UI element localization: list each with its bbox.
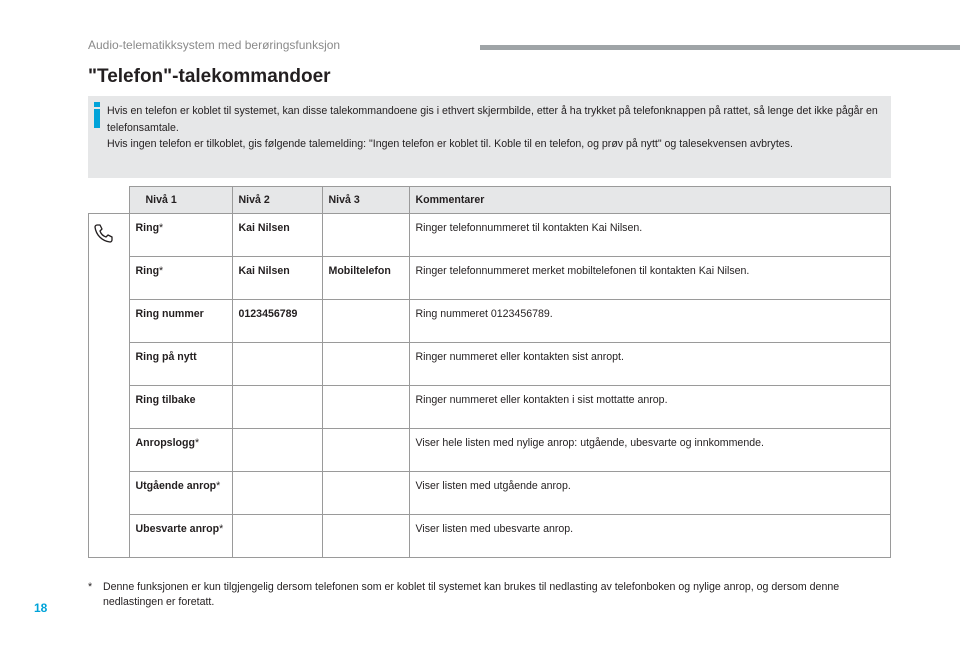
- section-header-text: Audio-telematikksystem med berøringsfunksjon: [88, 38, 341, 52]
- table-header-level-1: Nivå 1: [129, 187, 232, 214]
- level-1-cell: Utgående anrop*: [129, 472, 232, 515]
- level-3-cell: [322, 429, 409, 472]
- comment-cell: Ringer nummeret eller kontakten i sist mottatte anrop.: [409, 386, 891, 429]
- table-header-level-3: Nivå 3: [322, 187, 409, 214]
- table-row: [89, 300, 891, 343]
- level-2-cell: [232, 515, 322, 558]
- table-header-row: [89, 187, 891, 214]
- table-row: [89, 257, 891, 300]
- info-icon: [93, 102, 102, 128]
- footnote-marker: *: [88, 581, 93, 593]
- level-3-cell: [322, 343, 409, 386]
- comment-cell: Viser listen med utgående anrop.: [409, 472, 891, 515]
- table-row: [89, 472, 891, 515]
- level-1-cell: Ubesvarte anrop*: [129, 515, 232, 558]
- comment-cell: Ringer nummeret eller kontakten sist anropt.: [409, 343, 891, 386]
- footnote: [88, 580, 888, 610]
- table-header-comments: Kommentarer: [409, 187, 891, 214]
- table-header-level-2: Nivå 2: [232, 187, 322, 214]
- level-3-cell: Mobiltelefon: [322, 257, 409, 300]
- level-3-cell: [322, 472, 409, 515]
- level-3-cell: [322, 300, 409, 343]
- table-row: [89, 515, 891, 558]
- level-2-cell: Kai Nilsen: [232, 214, 322, 257]
- info-line-1: Hvis en telefon er koblet til systemet, kan disse talekommandoene gis i ethvert skjermbilde, etter å ha trykket på telefonknappen på rattet, så lenge det ikke pågår en telefonsamtale.: [107, 105, 878, 134]
- comment-cell: Ringer telefonnummeret merket mobiltelefonen til kontakten Kai Nilsen.: [409, 257, 891, 300]
- voice-command-table: [88, 186, 891, 558]
- phone-icon: [93, 222, 115, 244]
- comment-cell: Ring nummeret 0123456789.: [409, 300, 891, 343]
- phone-icon-cell: [89, 214, 130, 558]
- table-header-blank: [89, 187, 130, 214]
- level-1-cell: Ring på nytt: [129, 343, 232, 386]
- section-header-bar: [480, 45, 960, 50]
- level-2-cell: [232, 343, 322, 386]
- info-text: [107, 103, 887, 153]
- level-2-cell: [232, 472, 322, 515]
- comment-cell: Viser hele listen med nylige anrop: utgående, ubesvarte og innkommende.: [409, 429, 891, 472]
- info-line-2: Hvis ingen telefon er tilkoblet, gis følgende talemelding: "Ingen telefon er koblet til. Koble til en telefon, og prøv på nytt" og talesekvensen avbrytes.: [107, 138, 793, 150]
- level-2-cell: 0123456789: [232, 300, 322, 343]
- level-1-cell: Ring*: [129, 257, 232, 300]
- table-row: [89, 214, 891, 257]
- level-1-cell: Anropslogg*: [129, 429, 232, 472]
- level-3-cell: [322, 214, 409, 257]
- info-box: [88, 96, 891, 178]
- comment-cell: Viser listen med ubesvarte anrop.: [409, 515, 891, 558]
- level-2-cell: Kai Nilsen: [232, 257, 322, 300]
- level-1-cell: Ring*: [129, 214, 232, 257]
- level-2-cell: [232, 386, 322, 429]
- level-3-cell: [322, 515, 409, 558]
- comment-cell: Ringer telefonnummeret til kontakten Kai Nilsen.: [409, 214, 891, 257]
- level-2-cell: [232, 429, 322, 472]
- table-row: [89, 429, 891, 472]
- level-3-cell: [322, 386, 409, 429]
- level-1-cell: Ring nummer: [129, 300, 232, 343]
- level-1-cell: Ring tilbake: [129, 386, 232, 429]
- table-row: [89, 386, 891, 429]
- page-title: "Telefon"-talekommandoer: [88, 66, 331, 87]
- footnote-text: Denne funksjonen er kun tilgjengelig dersom telefonen som er koblet til systemet kan brukes til nedlasting av telefonboken og nylige anrop, og dersom denne nedlastingen er foretatt.: [103, 581, 840, 608]
- page-number: 18: [34, 601, 48, 615]
- table-row: [89, 343, 891, 386]
